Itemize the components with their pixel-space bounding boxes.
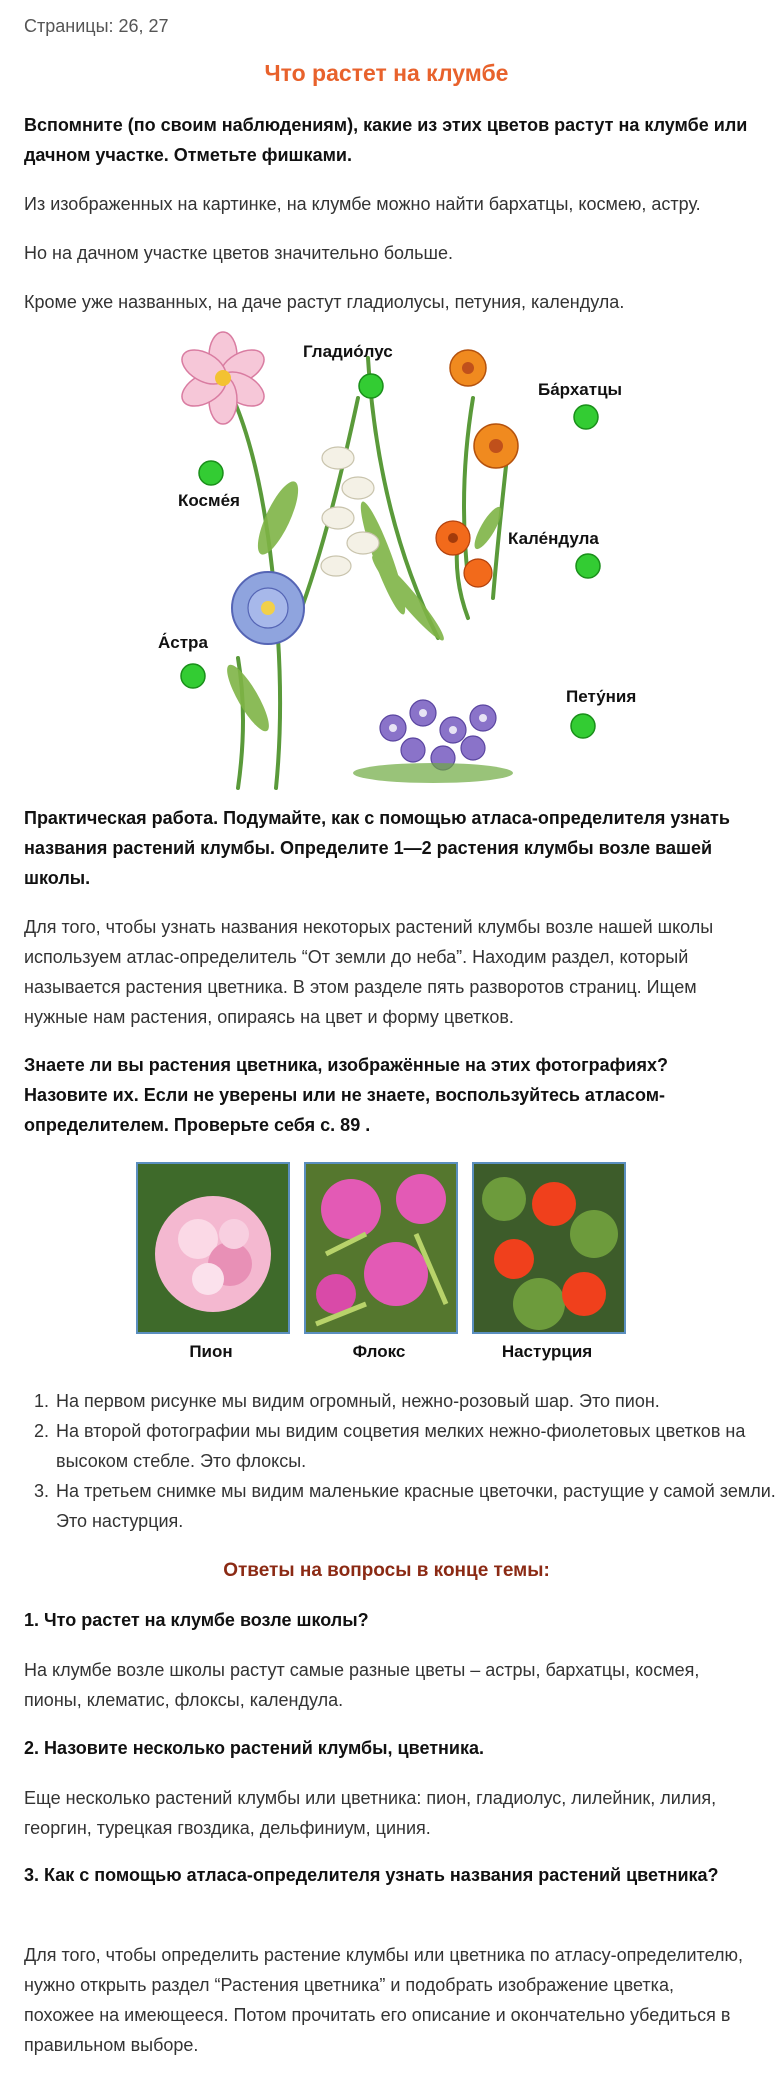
list-item: 2. На второй фотографии мы видим соцветия мелких нежно-фиолетовых цветков на высоком стебле. Это флоксы. — [54, 1416, 779, 1476]
task-3: Знаете ли вы растения цветника, изображённые на этих фотографиях? Назовите их. Если не уверены или не знаете, воспользуйтесь атласом-определителем. Проверьте себя с. 89 . — [24, 1055, 668, 1135]
aster-flower — [232, 572, 304, 644]
pages-line: Страницы: 26, 27 — [24, 16, 169, 36]
phlox-photo — [304, 1162, 458, 1334]
answer-2: Для того, чтобы узнать названия некоторых растений клумбы возле нашей школы используем атлас-определитель “От земли до неба”. Находим раздел, который называется растения цветника. В этом разделе пять разворотов страниц. Ищем нужные нам растения, опираясь на цвет и форму цветков. — [24, 917, 714, 1027]
label-aster: А́стра — [158, 633, 208, 652]
answer-q3: Для того, чтобы определить растение клумбы или цветника по атласу-определителю, нужно открыть раздел “Растения цветника” и подобрать изображение цветка, похожее на имеющееся. Потом прочитать его описание и окончательно убедиться в правильном выборе. — [24, 1945, 743, 2055]
answer-1-line-2: Но на дачном участке цветов значительно больше. — [24, 243, 453, 263]
caption-peony: Пион — [189, 1342, 233, 1361]
task-1: Вспомните (по своим наблюдениям), какие из этих цветов растут на клумбе или дачном участке. Отметьте фишками. — [24, 115, 748, 165]
answer-1-line-3: Кроме уже названных, на даче растут гладиолусы, петуния, календула. — [24, 292, 625, 312]
marker-dot[interactable] — [574, 405, 598, 429]
caption-nasturtium: Настурция — [501, 1342, 593, 1361]
label-petunia: Пету́ния — [566, 687, 637, 706]
flowers-illustration — [158, 338, 648, 788]
answers-heading: Ответы на вопросы в конце темы: — [223, 1560, 550, 1581]
answer-1-line-1: Из изображенных на картинке, на клумбе можно найти бархатцы, космею, астру. — [24, 194, 701, 214]
question-1: 1. Что растет на клумбе возле школы? — [24, 1610, 369, 1630]
answer-q2: Еще несколько растений клумбы или цветника: пион, гладиолус, лилейник, лилия, георгин, турецкая гвоздика, дельфиниум, циния. — [24, 1788, 717, 1838]
answer-q1: На клумбе возле школы растут самые разные цветы – астры, бархатцы, космея, пионы, клематис, флоксы, календула. — [24, 1660, 700, 1710]
label-calendula: Кале́ндула — [508, 529, 599, 548]
nasturtium-photo — [472, 1162, 626, 1334]
marker-dot[interactable] — [199, 461, 223, 485]
photos-row — [136, 1162, 656, 1372]
marker-dot[interactable] — [576, 554, 600, 578]
marker-dot[interactable] — [359, 374, 383, 398]
peony-photo — [136, 1162, 290, 1334]
cosmos-flower — [176, 332, 270, 424]
caption-phlox: Флокс — [352, 1342, 406, 1361]
question-3: 3. Как с помощью атласа-определителя узнать названия растений цветника? — [24, 1865, 719, 1885]
label-gladiolus: Гладио́лус — [303, 342, 393, 361]
label-cosmos: Косме́я — [178, 491, 240, 510]
answer-list — [24, 1386, 779, 1536]
question-2: 2. Назовите несколько растений клумбы, цветника. — [24, 1738, 484, 1758]
marker-dot[interactable] — [571, 714, 595, 738]
label-marigold: Ба́рхатцы — [538, 380, 623, 399]
page-title: Что растет на клумбе — [264, 60, 509, 86]
list-item: 3. На третьем снимке мы видим маленькие красные цветочки, растущие у самой земли. Это настурция. — [54, 1476, 779, 1536]
list-item: 1. На первом рисунке мы видим огромный, нежно-розовый шар. Это пион. — [54, 1386, 779, 1416]
task-2: Практическая работа. Подумайте, как с помощью атласа-определителя узнать названия растений клумбы. Определите 1—2 растения клумбы возле вашей школы. — [24, 808, 730, 888]
marker-dot[interactable] — [181, 664, 205, 688]
